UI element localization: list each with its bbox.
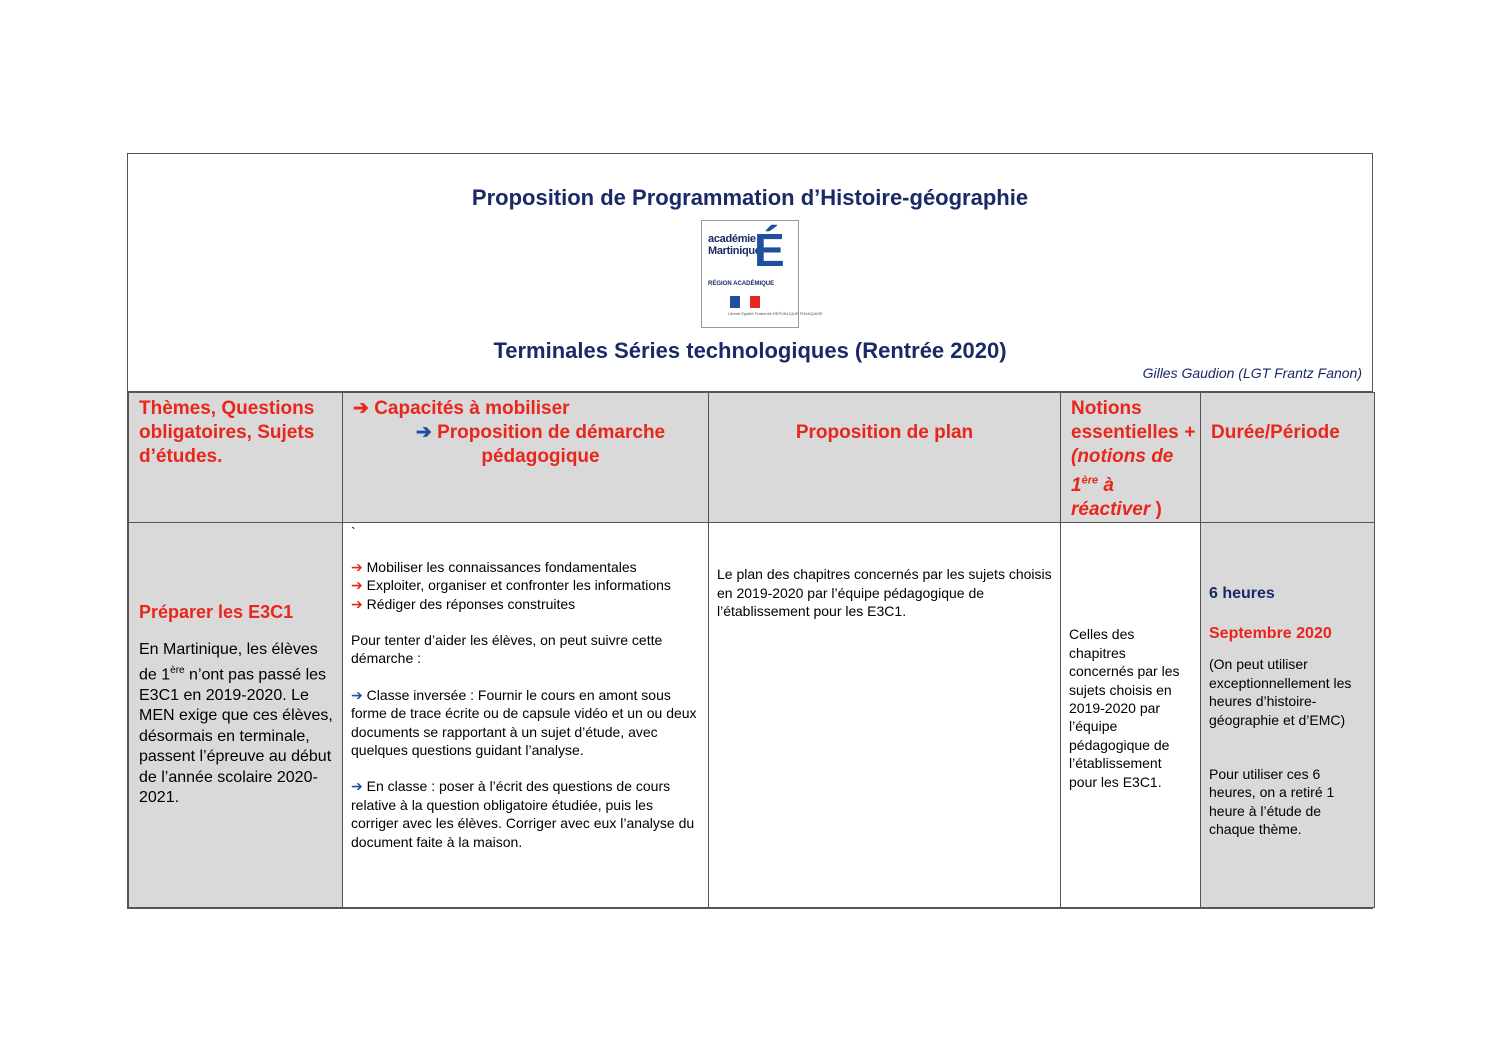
demarche-step-1: ➔ Classe inversée : Fournir le cours en amont sous forme de trace écrite ou de capsule vidéo et un ou deux documents se rapportant à un sujet d’étude, avec quelques questions guidant l’analyse. (351, 686, 697, 758)
capacite-3: ➔ Rédiger des réponses construites (351, 595, 576, 612)
table-row (129, 523, 1375, 908)
cell-duree (1201, 523, 1375, 908)
note-1: (On peut utiliser exceptionnellement les heures d’histoire-géographie et d’EMC) (1209, 656, 1352, 728)
header-cell-themes: Thèmes, Questions obligatoires, Sujets d’études. (129, 393, 343, 523)
logo-letter: É (754, 224, 785, 276)
tick-mark: ` (351, 524, 356, 541)
cell-theme: Préparer les E3C1 En Martinique, les élèves de 1ère n’ont pas passé les E3C1 en 2019-2020. Le MEN exige que ces élèves, désormais en terminale, passent l’épreuve au début de l’année scolaire 2020-2021. (129, 523, 343, 908)
logo-region: RÉGION ACADÉMIQUE (708, 281, 775, 287)
cell-notions: Celles des chapitres concernés par les sujets choisis en 2019-2020 par l’équipe pédagogique de l’établissement pour les E3C1. (1061, 523, 1201, 908)
arrow-right-icon: ➔ (351, 595, 363, 612)
page-subtitle: Terminales Séries technologiques (Rentrée 2020) (493, 338, 1007, 363)
duree: 6 heures (1209, 585, 1275, 603)
french-flag-icon (730, 295, 760, 307)
note-2: Pour utiliser ces 6 heures, on a retiré 1 heure à l’étude de chaque thème. (1209, 765, 1335, 838)
header-cell-capacites: ➔ Capacités à mobiliser ➔ Proposition de démarche pédagogique (343, 393, 709, 523)
logo-line1: académie (708, 233, 756, 245)
arrow-right-icon: ➔ (415, 422, 432, 443)
header-cell-notions: Notions essentielles + (notions de 1ère à réactiver ) (1061, 393, 1201, 523)
periode: Septembre 2020 (1209, 625, 1332, 643)
academie-logo (701, 220, 823, 328)
cell-capacites (343, 523, 709, 908)
arrow-right-icon: ➔ (353, 398, 369, 419)
arrow-right-icon: ➔ (351, 577, 363, 594)
arrow-right-icon: ➔ (351, 558, 363, 575)
document-header (128, 154, 1372, 392)
demarche-intro: Pour tenter d’aider les élèves, on peut suivre cette démarche : (351, 631, 663, 667)
arrow-right-icon: ➔ (351, 778, 363, 795)
logo-motto: Liberté Égalité Fraternité RÉPUBLIQUE FRANÇAISE (728, 311, 823, 316)
arrow-right-icon: ➔ (351, 686, 363, 703)
page-title: Proposition de Programmation d’Histoire-géographie (471, 185, 1029, 210)
capacite-1: ➔ Mobiliser les connaissances fondamentales (351, 558, 637, 575)
demarche-step-2: ➔ En classe : poser à l’écrit des questions de cours relative à la question obligatoire étudiée, puis les corriger avec les élèves. Corriger avec eux l’analyse du document faite à la maison. (351, 778, 695, 850)
logo-line2: Martinique (708, 245, 761, 257)
cell-plan: Le plan des chapitres concernés par les sujets choisis en 2019-2020 par l’équipe pédagogique de l’établissement pour les E3C1. (709, 523, 1061, 908)
programme-table (128, 392, 1375, 908)
capacite-2: ➔ Exploiter, organiser et confronter les informations (351, 577, 671, 594)
table-header-row (129, 393, 1375, 523)
author: Gilles Gaudion (LGT Frantz Fanon) (1142, 365, 1362, 381)
document-frame (127, 153, 1373, 909)
header-cell-duree: Durée/Période (1201, 393, 1375, 523)
header-cell-plan: Proposition de plan (709, 393, 1061, 523)
